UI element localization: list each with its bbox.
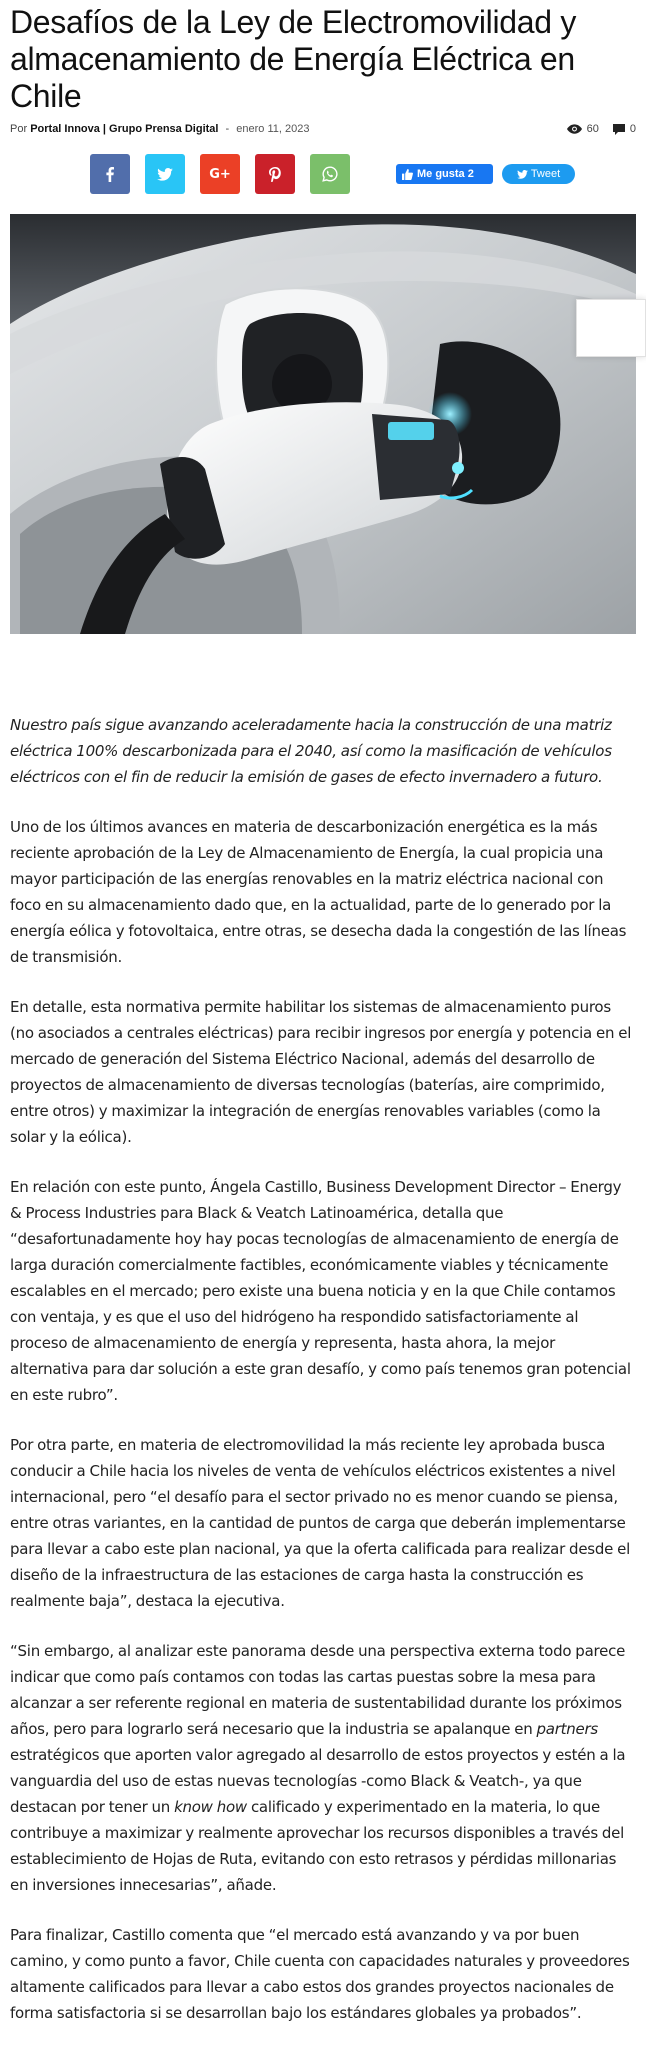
facebook-icon <box>106 167 114 182</box>
paragraph-text: “Sin embargo, al analizar este panorama desde una perspectiva externa todo parece indicar que como país contamos con todas las cartas puestas sobre la mesa para alcanzar a ser referente regional en materia de sustentabilidad durante los próximos años, pero para lograrlo será necesario que la industria se apalanque en <box>10 1642 626 1738</box>
article-body <box>10 712 636 2050</box>
share-googleplus-button[interactable] <box>200 154 240 194</box>
paragraph-text: calificado y experimentado en la materia, lo que contribuye a maximizar y realmente aprovechar los recursos disponibles a través del establecimiento de Hojas de Ruta, evitando con esto retrasos y pérdidas millonarias en inversiones innecesarias”, añade. <box>10 1798 625 1894</box>
paragraph: Para finalizar, Castillo comenta que “el mercado está avanzando y va por buen camino, y como punto a favor, Chile cuenta con capacidades naturales y proveedores altamente calificados para llevar a cabo estos dos grandes proyectos nacionales de forma satisfactoria si se desarrollan bajo los estándares globales ya probados”. <box>10 1926 630 2022</box>
meta-separator: - <box>225 123 230 135</box>
share-bar <box>90 154 575 194</box>
hero-image <box>10 214 636 634</box>
views-stat <box>567 121 599 137</box>
comments-stat[interactable] <box>613 121 636 137</box>
author-link[interactable]: Portal Innova | Grupo Prensa Digital <box>30 123 219 135</box>
pinterest-icon <box>269 167 281 182</box>
paragraph <box>10 1638 636 1898</box>
share-twitter-button[interactable] <box>145 154 185 194</box>
share-whatsapp-button[interactable] <box>310 154 350 194</box>
paragraph: Uno de los últimos avances en materia de descarbonización energética es la más reciente aprobación de la Ley de Almacenamiento de Energía, la cual propicia una mayor participación de las energías renovables en la matriz eléctrica nacional con foco en su almacenamiento dado que, en la actualidad, parte de lo generado por la energía eólica y fotovoltaica, entre otras, se desecha dada la congestión de las líneas de transmisión. <box>10 818 627 966</box>
share-pinterest-button[interactable] <box>255 154 295 194</box>
thumbs-up-icon <box>402 169 413 180</box>
twitter-bird-icon <box>517 170 528 179</box>
article-title: Desafíos de la Ley de Electromovilidad y almacenamiento de Energía Eléctrica en Chile <box>10 4 577 114</box>
views-count: 60 <box>586 123 599 135</box>
article-stats <box>553 121 636 137</box>
tweet-button[interactable] <box>502 164 575 184</box>
byline-label: Por <box>10 123 28 135</box>
publish-date: enero 11, 2023 <box>236 123 310 135</box>
paragraph: En detalle, esta normativa permite habilitar los sistemas de almacenamiento puros (no asociados a centrales eléctricas) para recibir ingresos por energía y potencia en el mercado de generación del Sistema Eléctrico Nacional, además del desarrollo de proyectos de almacenamiento de diversas tecnologías (baterías, aire comprimido, entre otros) y maximizar la integración de energías renovables variables (como la solar y la eólica). <box>10 998 632 1146</box>
emphasis-partners: partners <box>536 1720 598 1738</box>
share-facebook-button[interactable] <box>90 154 130 194</box>
whatsapp-icon <box>322 166 338 182</box>
google-plus-icon: G+ <box>209 166 231 182</box>
emphasis-know-how: know how <box>174 1798 247 1816</box>
lead-paragraph: Nuestro país sigue avanzando aceleradamente hacia la construcción de una matriz eléctrica 100% descarbonizada para el 2040, así como la masificación de vehículos eléctricos con el fin de reducir la emisión de gases de efecto invernadero a futuro. <box>10 716 612 786</box>
paragraph: Por otra parte, en materia de electromovilidad la más reciente ley aprobada busca conducir a Chile hacia los niveles de venta de vehículos eléctricos existentes a nivel internacional, pero “el desafío para el sector privado no es menor cuando se piensa, entre otras variantes, en la cantidad de puntos de carga que deberán implementarse para llevar a cabo este plan nacional, ya que la oferta calificada para realizar desde el diseño de la infraestructura de las estaciones de carga hasta la construcción es realmente baja”, destaca la ejecutiva. <box>10 1436 631 1610</box>
ev-charging-illustration <box>10 214 636 634</box>
twitter-icon <box>157 168 173 181</box>
comment-icon <box>613 124 625 135</box>
floating-widget[interactable] <box>576 299 646 357</box>
paragraph: En relación con este punto, Ángela Castillo, Business Development Director – Energy & Process Industries para Black & Veatch Latinoamérica, detalla que “desafortunadamente hoy hay pocas tecnologías de almacenamiento de energía de larga duración comercialmente factibles, económicamente viables y técnicamente escalables en el mercado; pero existe una buena noticia y en la que Chile contamos con ventaja, y es que el uso del hidrógeno ha respondido satisfactoriamente al proceso de almacenamiento de energía y representa, hasta ahora, la mejor alternativa para dar solución a este gran desafío, y como país tenemos gran potencial en este rubro”. <box>10 1178 631 1404</box>
comments-count: 0 <box>629 123 636 135</box>
tweet-label: Tweet <box>530 168 561 180</box>
eye-icon <box>567 124 582 134</box>
article-meta <box>10 121 636 137</box>
paragraph-text: estratégicos que aporten valor agregado al desarrollo de estos proyectos y estén a la vanguardia del uso de estas nuevas tecnologías -como Black & Veatch-, ya que destacan por tener un <box>10 1746 626 1816</box>
facebook-like-button[interactable] <box>396 164 493 184</box>
facebook-like-label: Me gusta 2 <box>417 168 474 180</box>
